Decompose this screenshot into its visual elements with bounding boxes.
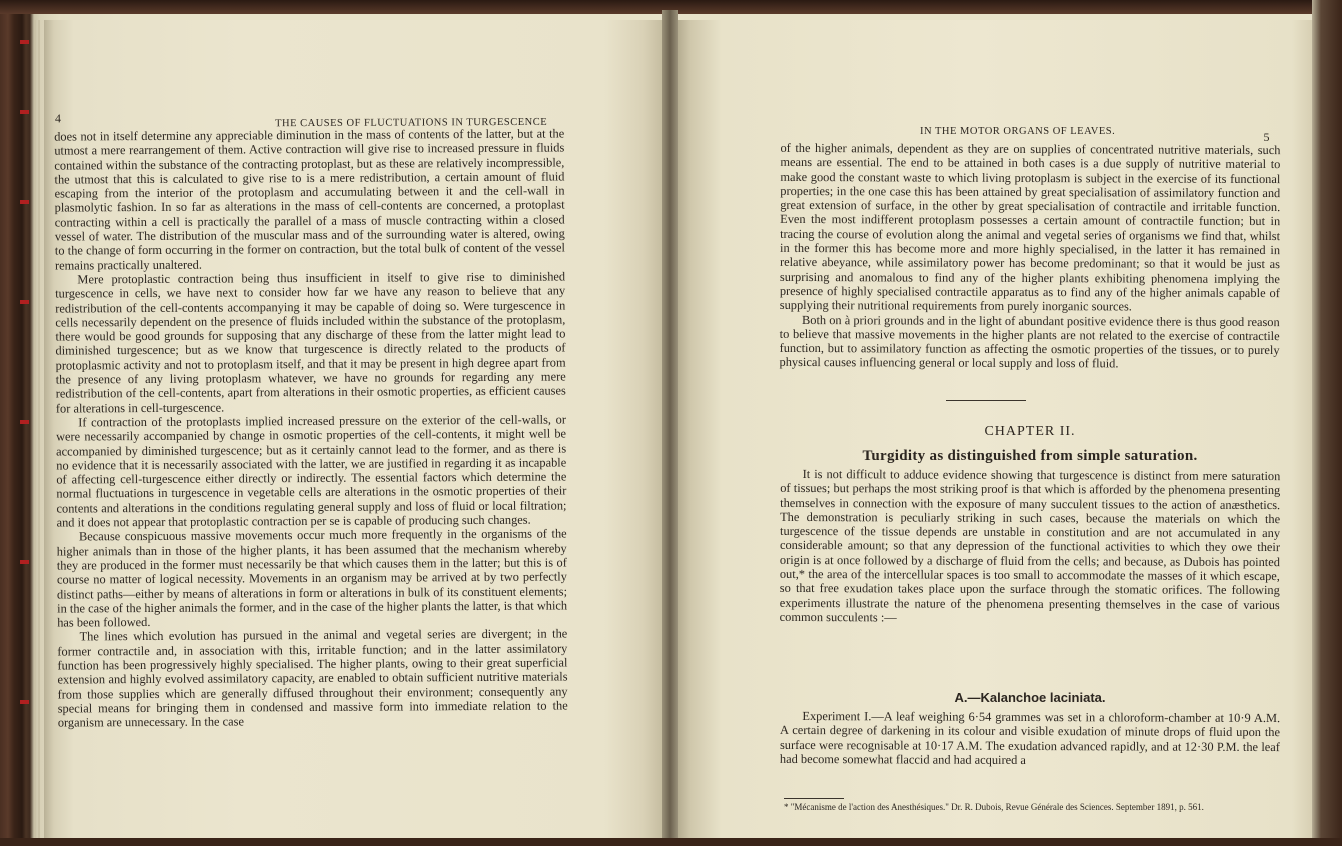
paragraph: The lines which evolution has pursued in the animal and vegetal series are divergent; in the former contractile and, in association with this, irritable function; and in the latter assimilatory function has been progressively highly specialised. The higher plants, owing to their great superficial extension and highly evolved assimilatory capacity, are enabled to obtain sufficient nutritive materials from those supplies which are generally diffused throughout their environment; consequently any special means for bringing them in condensed and massive form into immediate relation to the organism are unnecessary. In the case (57, 626, 568, 730)
chapter-title: Turgidity as distinguished from simple saturation. (862, 448, 1198, 464)
page-stack-edge (38, 20, 40, 838)
chapter-body (780, 467, 1281, 626)
left-page-number: 4 (55, 111, 62, 126)
paragraph: Because conspicuous massive movements occur much more frequently in the organisms of the higher animals than in those of the higher plants, it has been assumed that the mechanism whereby they are produced in the former must necessarily be that which causes them in the latter; but this is of course no matter of logical necessity. Movements in an organism may be arrived at by two perfectly distinct paths—either by means of alterations in form or alterations in bulk of its constituent elements; in the case of the higher animals the former, and in the case of the higher plants the latter, is that which has been followed. (56, 526, 568, 630)
paragraph: Both on à priori grounds and in the light of abundant positive evidence there is thus good reason to believe that massive movements in the higher plants are not related to the exercise of contractile function, but to assimilatory function as affecting the osmotic properties of the tissues, or to purely physical causes influencing general or local supply and loss of fluid. (779, 312, 1280, 371)
right-running-title: IN THE MOTOR ORGANS OF LEAVES. (920, 126, 1116, 137)
book-right-edge (1312, 0, 1342, 846)
book-bottom-edge (0, 838, 1342, 846)
edge-tab (20, 700, 29, 704)
footnote: * "Mécanisme de l'action des Anesthésiques." Dr. R. Dubois, Revue Générale des Sciences. September 1891, p. 561. (784, 802, 1204, 812)
paragraph: It is not difficult to adduce evidence showing that turgescence is distinct from mere saturation of tissues; but perhaps the most striking proof is that which is afforded by the phenomena presenting themselves in connection with the exposure of many succulent tissues to the action of anæsthetics. The demonstration is peculiarly striking in such cases, because the materials on which the turgescence of the tissue depends are unstable in constitution and are not accumulated in any considerable amount; so that any depression of the functional activities to which they owe their origin is at once followed by a discharge of fluid from the cells; and because, as Dubois has pointed out,* the area of the intercellular spaces is too small to accommodate the masses of it which escape, so that free exudation takes place upon the surface through the stomatic orifices. The following experiments illustrate the nature of the phenomena presenting themselves in the case of various common succulents :— (779, 467, 1281, 625)
edge-tab (20, 560, 29, 564)
paragraph: does not in itself determine any appreciable diminution in the mass of contents of the latter, but at the utmost a mere rearrangement of them. Active contraction will give rise to increased pressure in fluids contained within the substance of the contracting protoplast, but as these are relatively incompressible, the utmost that this is calculated to give rise to is a mere redistribution, a certain amount of fluid escaping from the interior of the protoplasm and accumulating between it and the cell-wall in plasmolytic fashion. In so far as alterations in the mass of cell-contents are concerned, a protoplast contracting within a cell is practically the parallel of a mass of muscle contracting within a closed vessel of water. The distribution of the muscular mass and of the surrounding water is altered, owing to the change of form occurring in the former on contraction, but the total bulk of content of the vessel remains practically unaltered. (54, 126, 565, 273)
experiment-body (780, 709, 1280, 768)
left-running-title: THE CAUSES OF FLUCTUATIONS IN TURGESCENCE (275, 116, 548, 130)
paragraph: of the higher animals, dependent as they are on supplies of concentrated nutritive materials, such means are essential. The end to be attained in both cases is a due supply of nutritive material to make good the constant waste to which living protoplasm is subject in the exercise of its functional properties; in the one case this has been attained by great specialisation of assimilatory function and great extension of surface, in the other by great specialisation of contractile and irritable function. Even the most indifferent protoplasm possesses a certain amount of contractile function; but in tracing the course of evolution along the animal and vegetal series of organisms we find that, whilst in the former this has become more and more highly specialised, in the latter it has remained in relative abeyance, while assimilatory power has become predominant; so that it would be just as surprising and anomalous to find any of the higher plants exhibiting phenomena implying the presence of highly specialised contractile apparatus as to find any of the higher animals capable of supplying their nutritional requirements from purely inorganic sources. (779, 140, 1281, 314)
edge-tab (20, 40, 29, 44)
chapter-heading: CHAPTER II. (984, 424, 1076, 439)
book-gutter (662, 10, 678, 846)
paragraph: Experiment I.—A leaf weighing 6·54 grammes was set in a chloroform-chamber at 10·9 A.M. A certain degree of darkening in its colour and visible exudation of minute drops of fluid upon the surface were recognisable at 10·17 A.M. The exudation advanced rapidly, and at 12·30 P.M. the leaf had become somewhat flaccid and had acquired a (779, 709, 1281, 767)
edge-tab (20, 200, 29, 204)
right-page-number: 5 (1263, 130, 1270, 144)
footnote-rule (784, 798, 844, 799)
page-stack-edge (34, 20, 36, 838)
section-divider (946, 400, 1026, 401)
edge-tab (20, 420, 29, 424)
edge-tab (20, 300, 29, 304)
paragraph: Mere protoplastic contraction being thus insufficient in itself to give rise to diminished turgescence in cells, we have next to consider how far we have any reason to believe that any redistribution of the cell-contents accompanying it may be capable of doing so. Were turgescence in cells necessarily dependent on the presence of fluids included within the substance of the protoplasm, there would be good grounds for supposing that any discharge of these from the latter might lead to diminished turgescence; but as we know that turgescence is directly related to the products of protoplasmic activity and not to protoplasm itself, and that it may be present in high degree apart from the presence of any living protoplasm whatever, we have no grounds for regarding any mere redistribution of the cell-contents, apart from alterations in their osmotic properties, as efficient causes for alterations in cell-turgescence. (55, 269, 566, 416)
paragraph: If contraction of the protoplasts implied increased pressure on the exterior of the cell-walls, or were necessarily accompanied by change in osmotic properties of the cell-contents, it might well be accompanied by diminished turgescence; but as it certainly cannot lead to the former, and as there is no evidence that it is necessarily associated with the latter, we are justified in regarding it as incapable of affecting cell-turgescence either directly or indirectly. The essential factors which determine the normal fluctuations in turgescence in vegetable cells are alterations in the osmotic properties of their contents and alterations in the conditions regulating general supply and loss of fluid or local filtration; and it does not appear that protoplastic contraction per se is capable of producing such changes. (56, 412, 567, 530)
section-heading: A.—Kalanchoe laciniata. (954, 690, 1106, 705)
left-page-text (54, 126, 568, 730)
edge-tab (20, 110, 29, 114)
page-edge-tabs (20, 0, 30, 846)
right-page-text (780, 141, 1281, 372)
